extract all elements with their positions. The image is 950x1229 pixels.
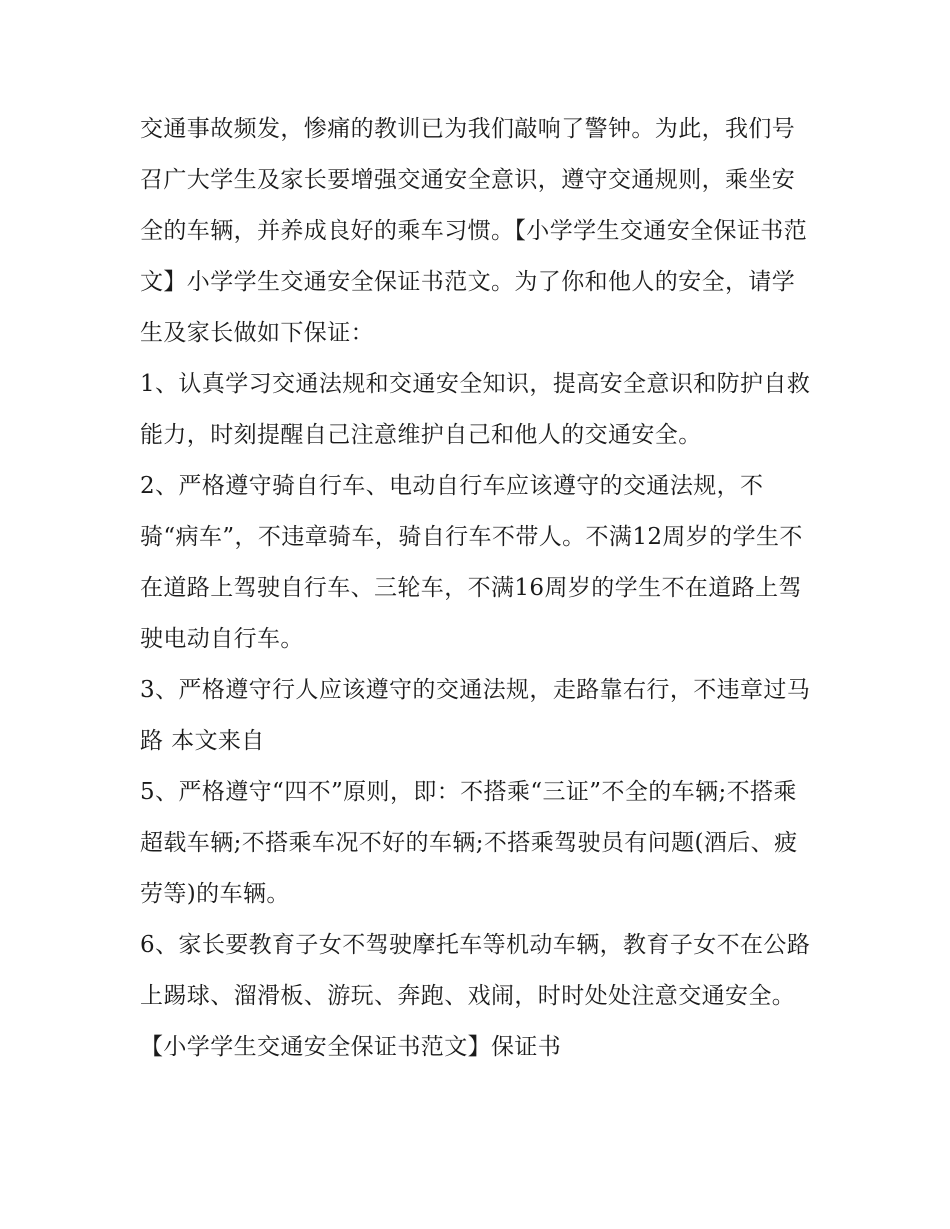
item-5-paragraph: 5、严格遵守“四不”原则，即：不搭乘“三证”不全的车辆;不搭乘超载车辆;不搭乘车况不好的车辆;不搭乘驾驶员有问题(酒后、疲劳等)的车辆。 <box>140 779 798 907</box>
intro-paragraph: 交通事故频发，惨痛的教训已为我们敲响了警钟。为此，我们号召广大学生及家长要增强交通安全意识，遵守交通规则，乘坐安全的车辆，并养成良好的乘车习惯。【小学学生交通安全保证书范文】小学学生交通安全保证书范文。为了你和他人的安全，请学生及家长做如下保证： <box>140 116 808 346</box>
item-2-paragraph: 2、严格遵守骑自行车、电动自行车应该遵守的交通法规，不骑“病车”，不违章骑车，骑自行车不带人。不满12周岁的学生不在道路上驾驶自行车、三轮车，不满16周岁的学生不在道路上驾驶电动自行车。 <box>140 473 803 652</box>
item-3-paragraph: 3、严格遵守行人应该遵守的交通法规，走路靠右行，不违章过马路 本文来自 <box>140 677 811 754</box>
item-6-paragraph: 6、家长要教育子女不驾驶摩托车等机动车辆，教育子女不在公路上踢球、溜滑板、游玩、奔跑、戏闹，时时处处注意交通安全。【小学学生交通安全保证书范文】保证书 <box>140 932 811 1060</box>
document-body <box>140 104 815 1073</box>
item-1-paragraph: 1、认真学习交通法规和交通安全知识，提高安全意识和防护自救能力，时刻提醒自己注意维护自己和他人的交通安全。 <box>140 371 811 448</box>
